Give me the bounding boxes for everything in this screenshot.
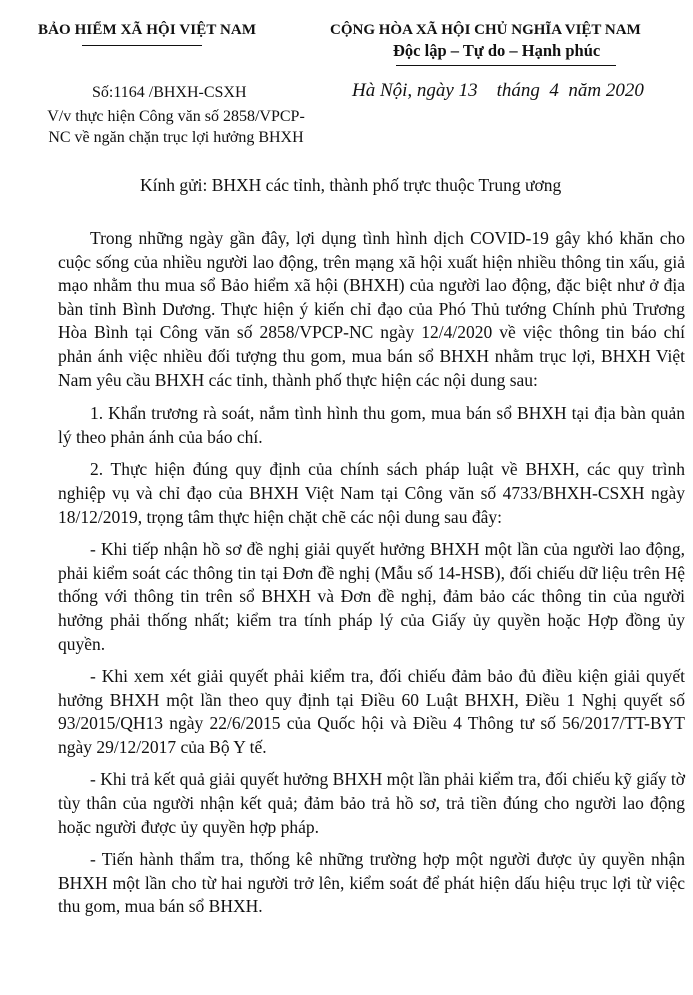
subject-line-1: V/v thực hiện Công văn số 2858/VPCP- xyxy=(47,108,305,125)
bullet-2-paragraph: - Khi xem xét giải quyết phải kiểm tra, đối chiếu đảm bảo đủ điều kiện giải quyết hưởng BHXH một lần theo quy định tại Điều 60 Luật BHXH, Điều 1 Nghị quyết số 93/2015/QH13 ngày 22/6/2015 của Quốc hội và Điều 4 Thông tư số 56/2017/TT-BYT ngày 29/12/2017 của Bộ Y tế. xyxy=(58,666,685,757)
document-body xyxy=(58,227,685,928)
document-number: Số:1164 /BHXH-CSXH xyxy=(92,84,247,101)
subject-line-2: NC về ngăn chặn trục lợi hưởng BHXH xyxy=(48,129,304,146)
motto-underline xyxy=(396,65,616,66)
item-2-paragraph: 2. Thực hiện đúng quy định của chính sách pháp luật về BHXH, các quy trình nghiệp vụ và chỉ đạo của BHXH Việt Nam tại Công văn số 4733/BHXH-CSXH ngày 18/12/2019, trọng tâm thực hiện chặt chẽ các nội dung sau đây: xyxy=(58,459,685,527)
issue-date: Hà Nội, ngày 13 tháng 4 năm 2020 xyxy=(352,80,644,101)
issuing-organization: BẢO HIỂM XÃ HỘI VIỆT NAM xyxy=(38,22,257,38)
national-motto: Độc lập – Tự do – Hạnh phúc xyxy=(393,41,601,60)
organization-underline xyxy=(82,45,202,46)
national-title: CỘNG HÒA XÃ HỘI CHỦ NGHĨA VIỆT NAM xyxy=(330,22,641,38)
item-1-paragraph: 1. Khẩn trương rà soát, nắm tình hình thu gom, mua bán sổ BHXH tại địa bàn quản lý theo phản ánh của báo chí. xyxy=(58,403,685,447)
bullet-3-paragraph: - Khi trả kết quả giải quyết hưởng BHXH một lần phải kiểm tra, đối chiếu kỹ giấy tờ tùy thân của người nhận kết quả; đảm bảo trả hồ sơ, trả tiền đúng cho người lao động hoặc người được ủy quyền hợp pháp. xyxy=(58,769,685,837)
bullet-1-paragraph: - Khi tiếp nhận hồ sơ đề nghị giải quyết hưởng BHXH một lần của người lao động, phải kiểm soát các thông tin tại Đơn đề nghị (Mẫu số 14-HSB), đối chiếu dữ liệu trên Hệ thống với thông tin trên sổ BHXH và Đơn đề nghị, đảm bảo các thông tin của người hưởng phải thống nhất; kiểm tra tính pháp lý của Giấy ủy quyền hoặc Hợp đồng ủy quyền. xyxy=(58,539,685,654)
recipient-line: Kính gửi: BHXH các tỉnh, thành phố trực thuộc Trung ương xyxy=(140,175,562,195)
intro-paragraph: Trong những ngày gần đây, lợi dụng tình hình dịch COVID-19 gây khó khăn cho cuộc sống của nhiều người lao động, trên mạng xã hội xuất hiện nhiều thông tin xấu, giả mạo nhằm thu mua sổ Bảo hiểm xã hội (BHXH) của người lao động, đặc biệt như ở địa bàn tỉnh Bình Dương. Thực hiện ý kiến chỉ đạo của Phó Thủ tướng Chính phủ Trương Hòa Bình tại Công văn số 2858/VPCP-NC ngày 12/4/2020 về việc thông tin báo chí phản ánh việc nhiều đối tượng thu gom, mua bán sổ BHXH nhằm trục lợi, BHXH Việt Nam yêu cầu BHXH các tỉnh, thành phố thực hiện các nội dung sau: xyxy=(58,228,685,390)
bullet-4-paragraph: - Tiến hành thẩm tra, thống kê những trường hợp một người được ủy quyền nhận BHXH một lần cho từ hai người trở lên, kiểm soát để phát hiện dấu hiệu trục lợi từ việc thu gom, mua bán sổ BHXH. xyxy=(58,849,685,917)
